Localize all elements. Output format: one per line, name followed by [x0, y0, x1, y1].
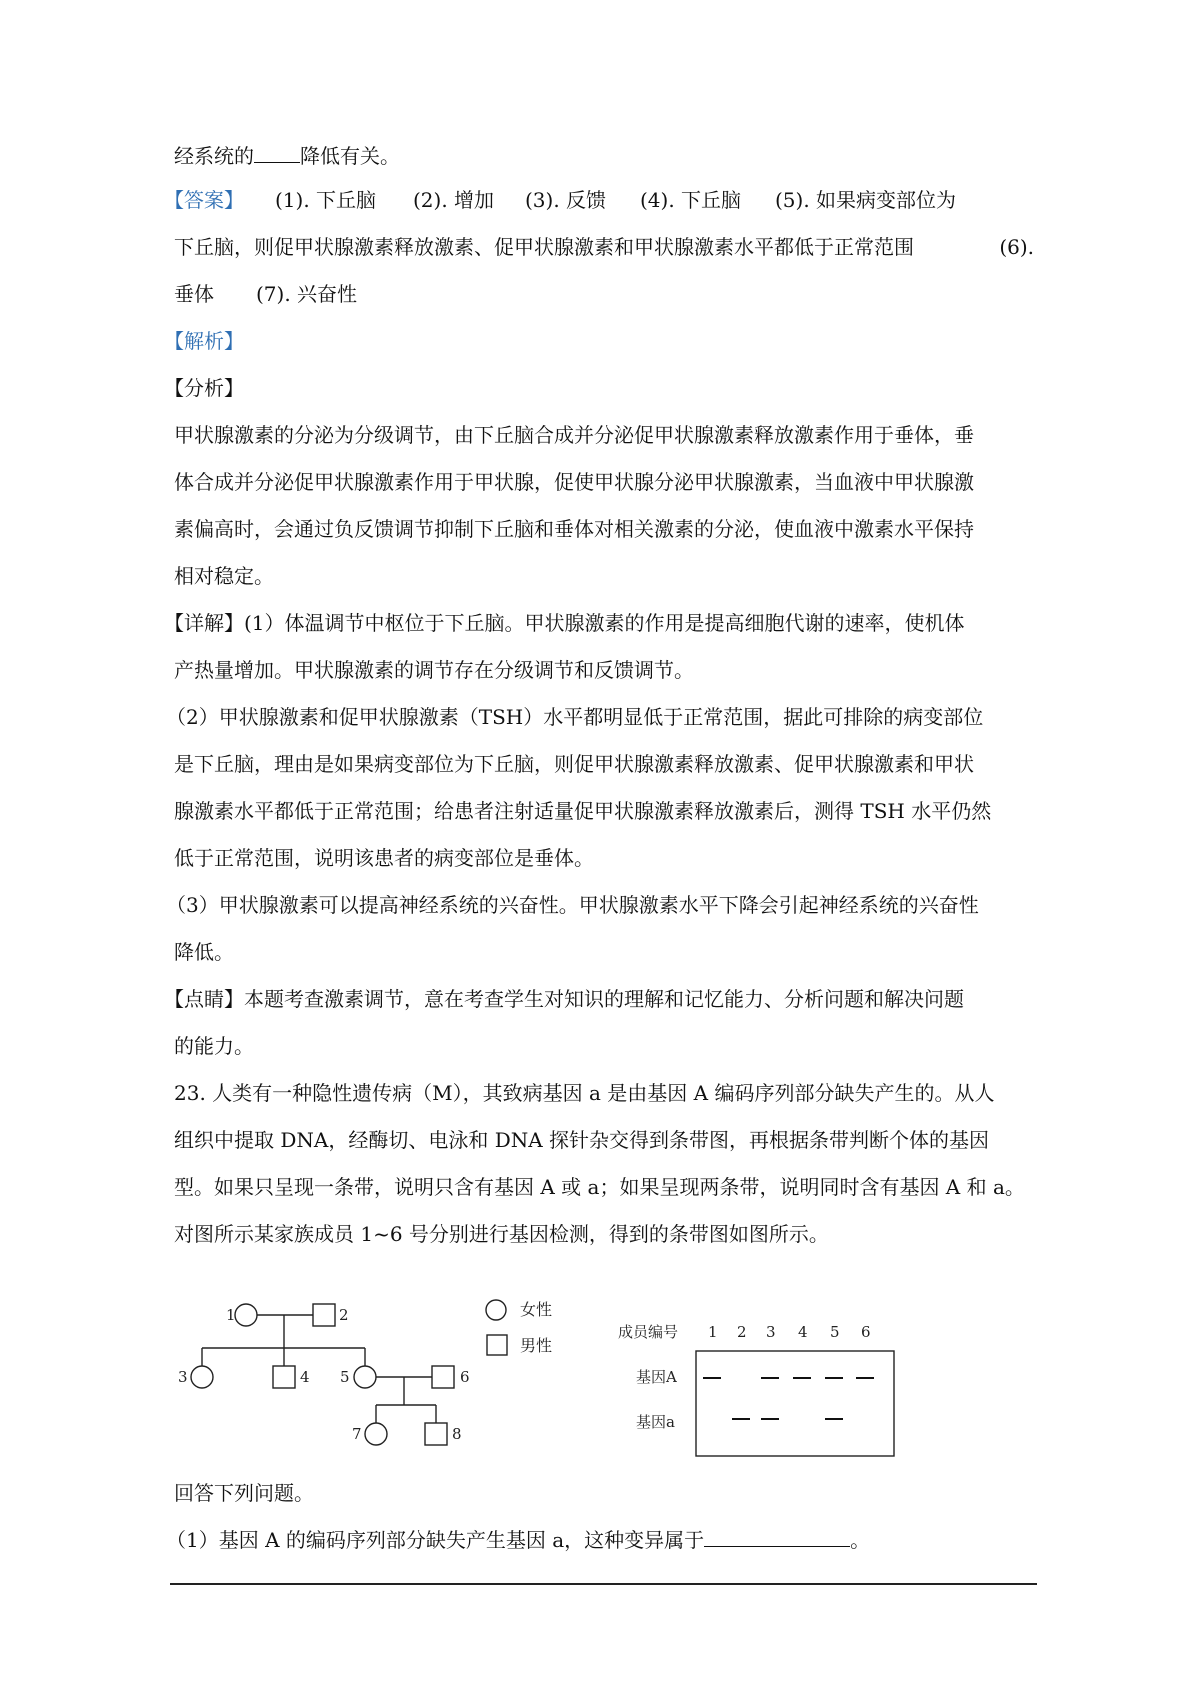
fenxi-line: 体合成并分泌促甲状腺激素作用于甲状腺，促使甲状腺分泌甲状腺激素，当血液中甲状腺激 — [174, 470, 974, 494]
xiangjie-line: （3）甲状腺激素可以提高神经系统的兴奋性。甲状腺激素水平下降会引起神经系统的兴奋性 — [166, 893, 979, 917]
answer-prompt: 回答下列问题。 — [174, 1481, 314, 1505]
text-fragment: 降低有关。 — [300, 144, 400, 168]
question-1-line — [166, 1527, 1026, 1553]
row-label-gene-A: 基因A — [636, 1368, 677, 1386]
member-label: 7 — [352, 1425, 362, 1443]
fenxi-line: 素偏高时，会通过负反馈调节抑制下丘脑和垂体对相关激素的分泌，使血液中激素水平保持 — [174, 517, 974, 541]
member-1-female-symbol — [235, 1304, 257, 1326]
xiangjie-line: 腺激素水平都低于正常范围；给患者注射适量促甲状腺激素释放激素后，测得 TSH 水平仍然 — [174, 799, 992, 823]
footer-rule — [170, 1583, 1037, 1585]
question-23-line: 23. 人类有一种隐性遗传病（M），其致病基因 a 是由基因 A 编码序列部分缺失产生的。从人 — [174, 1081, 995, 1105]
xiangjie-line: 降低。 — [174, 940, 234, 964]
answer-2: (2). 增加 — [413, 188, 495, 212]
row-label-gene-a: 基因a — [636, 1413, 675, 1431]
gene-band-chart — [610, 1315, 910, 1465]
answer-5-part2: 下丘脑，则促甲状腺激素释放激素、促甲状腺激素和甲状腺激素水平都低于正常范围 — [174, 235, 914, 259]
xiangjie-line: 是下丘脑，理由是如果病变部位为下丘脑，则促甲状腺激素释放激素、促甲状腺激素和甲状 — [174, 752, 974, 776]
member-number-3: 3 — [766, 1323, 776, 1341]
legend-female-label: 女性 — [520, 1300, 553, 1319]
answer-5-part1: (5). 如果病变部位为 — [775, 188, 957, 212]
fenxi-line: 相对稳定。 — [174, 564, 274, 588]
answer-4: (4). 下丘脑 — [640, 188, 742, 212]
text-fragment: 。 — [850, 1528, 871, 1552]
member-2-male-symbol — [313, 1304, 335, 1326]
member-number-1: 1 — [708, 1323, 718, 1341]
band-chart-header: 成员编号 — [618, 1323, 679, 1341]
answer-label: 【答案】 — [164, 188, 244, 212]
question-23-line: 对图所示某家族成员 1~6 号分别进行基因检测，得到的条带图如图所示。 — [174, 1222, 829, 1246]
dianjing-line: 【点睛】本题考查激素调节，意在考查学生对知识的理解和记忆能力、分析问题和解决问题 — [164, 987, 964, 1011]
answer-line-3 — [174, 281, 1034, 307]
member-label: 5 — [340, 1368, 350, 1386]
answer-line-2 — [174, 234, 1034, 260]
member-number-2: 2 — [737, 1323, 747, 1341]
xiangjie-line: （2）甲状腺激素和促甲状腺激素（TSH）水平都明显低于正常范围，据此可排除的病变部位 — [166, 705, 984, 729]
answer-6-part1: (6). — [999, 235, 1034, 259]
member-label: 6 — [460, 1368, 470, 1386]
legend-male-label: 男性 — [520, 1336, 553, 1355]
answer-1: (1). 下丘脑 — [275, 188, 377, 212]
line-top — [174, 143, 1034, 169]
xiangjie-line: 【详解】(1）体温调节中枢位于下丘脑。甲状腺激素的作用是提高细胞代谢的速率，使机体 — [164, 611, 965, 635]
member-5-female-symbol — [354, 1366, 376, 1388]
text-fragment: （1）基因 A 的编码序列部分缺失产生基因 a，这种变异属于 — [166, 1528, 705, 1552]
fenxi-line: 甲状腺激素的分泌为分级调节，由下丘脑合成并分泌促甲状腺激素释放激素作用于垂体，垂 — [174, 423, 974, 447]
member-number-6: 6 — [861, 1323, 871, 1341]
answer-3: (3). 反馈 — [525, 188, 607, 212]
answer-6-part2: 垂体 — [174, 282, 214, 306]
dianjing-line: 的能力。 — [174, 1034, 254, 1058]
member-4-male-symbol — [273, 1366, 295, 1388]
member-number-4: 4 — [798, 1323, 808, 1341]
text-fragment: 经系统的 — [174, 144, 254, 168]
answer-7: (7). 兴奋性 — [256, 282, 358, 306]
member-label: 2 — [339, 1306, 349, 1324]
member-label: 4 — [300, 1368, 310, 1386]
member-3-female-symbol — [191, 1366, 213, 1388]
member-number-5: 5 — [830, 1323, 840, 1341]
fenxi-label: 【分析】 — [164, 376, 244, 400]
jiexi-label: 【解析】 — [164, 329, 244, 353]
member-6-male-symbol — [432, 1366, 454, 1388]
band-chart-frame — [696, 1351, 894, 1456]
question-23-line: 型。如果只呈现一条带，说明只含有基因 A 或 a；如果呈现两条带，说明同时含有基因 A 和 a。 — [174, 1175, 1025, 1199]
legend-female-symbol — [486, 1300, 506, 1320]
member-label: 8 — [452, 1425, 462, 1443]
member-8-male-symbol — [425, 1423, 447, 1445]
member-label: 3 — [178, 1368, 188, 1386]
xiangjie-line: 低于正常范围，说明该患者的病变部位是垂体。 — [174, 846, 594, 870]
pedigree-diagram — [170, 1290, 590, 1460]
answer-blank[interactable] — [704, 1528, 850, 1547]
member-label: 1 — [226, 1306, 236, 1324]
question-23-line: 组织中提取 DNA，经酶切、电泳和 DNA 探针杂交得到条带图，再根据条带判断个体的基因 — [174, 1128, 990, 1152]
xiangjie-line: 产热量增加。甲状腺激素的调节存在分级调节和反馈调节。 — [174, 658, 694, 682]
blank-line — [254, 144, 300, 163]
member-7-female-symbol — [365, 1423, 387, 1445]
legend-male-symbol — [487, 1335, 507, 1355]
